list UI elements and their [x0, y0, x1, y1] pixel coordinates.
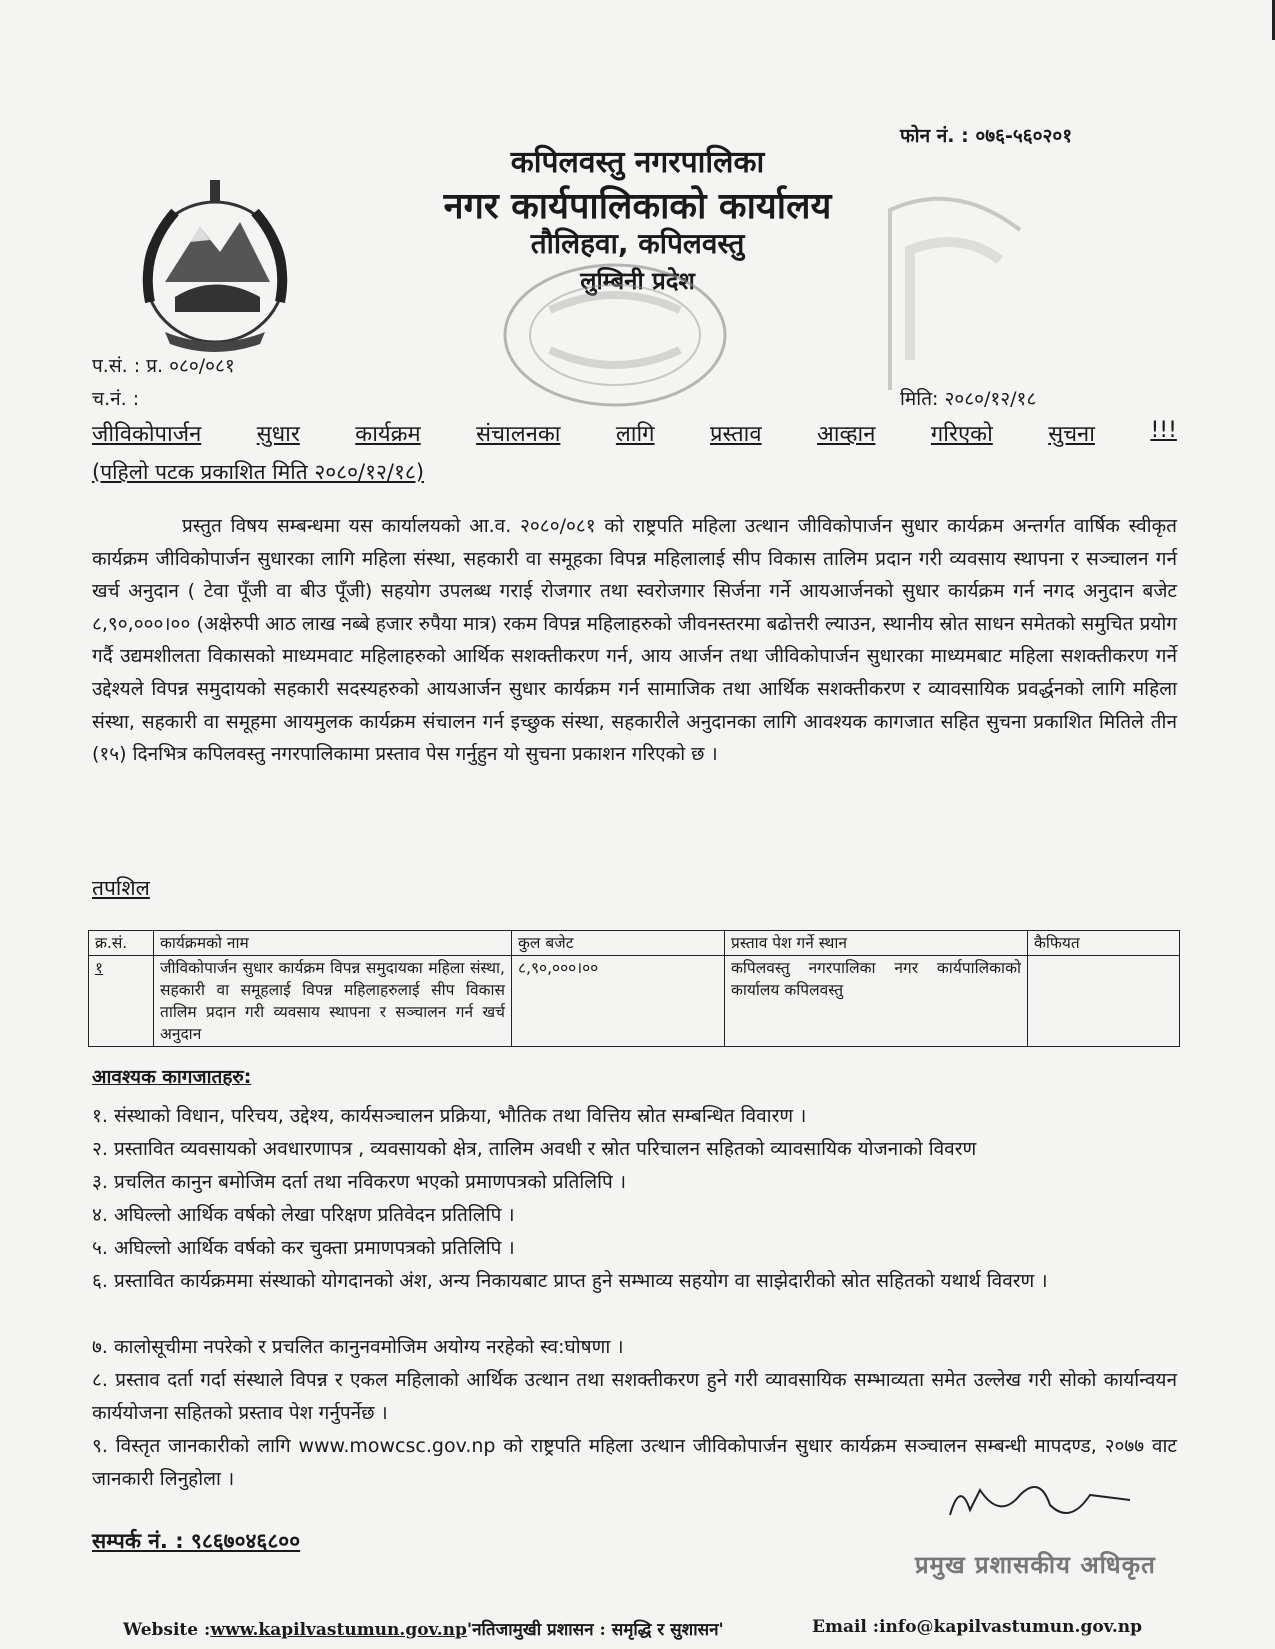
signature-icon — [940, 1470, 1140, 1530]
office-location: तौलिहवा, कपिलवस्तु — [530, 227, 745, 260]
program-table — [88, 930, 1180, 1047]
document-item: १. संस्थाको विधान, परिचय, उद्देश्य, कार्यसञ्चालन प्रक्रिया, भौतिक तथा वित्तिय स्रोत सम्बन्धित विवारण । — [92, 1105, 807, 1127]
watermark-stamp-icon — [880, 190, 1030, 400]
subject-word: आव्हान — [817, 422, 876, 447]
subject-word: !!! — [1150, 418, 1177, 443]
subject-word: जीविकोपार्जन — [92, 422, 202, 447]
document-item: ६. प्रस्तावित कार्यक्रममा संस्थाको योगदानको अंश, अन्य निकायबाट प्राप्त हुने सम्भाव्य सहयोग वा साझेदारीको स्रोत सहितको यथार्थ विवरण । — [92, 1270, 1048, 1292]
column-header: प्रस्ताव पेश गर्ने स्थान — [725, 931, 1028, 956]
subject-word: लागि — [615, 422, 655, 447]
office-name: नगर कार्यपालिकाको कार्यालय — [443, 186, 832, 227]
contact-number: सम्पर्क नं. : ९८६७०४६८०० — [92, 1529, 301, 1553]
column-header: कार्यक्रमको नाम — [154, 931, 512, 956]
required-documents-title: आवश्यक कागजातहरु: — [92, 1066, 252, 1088]
first-published-date: (पहिलो पटक प्रकाशित मिति २०८०/१२/१८) — [92, 460, 425, 484]
column-header: कुल बजेट — [512, 931, 725, 956]
document-item: ७. कालोसूचीमा नपरेको र प्रचलित कानुनवमोजिम अयोग्य नरहेको स्व:घोषणा । — [92, 1336, 624, 1358]
province-name: लुम्बिनी प्रदेश — [580, 267, 695, 295]
table-header-row — [89, 931, 1180, 956]
column-header: कैफियत — [1028, 931, 1180, 956]
table-cell-sn: १ — [89, 956, 154, 1047]
website-label: Website : — [123, 1620, 211, 1640]
table-row — [89, 956, 1180, 1047]
document-item: ९. विस्तृत जानकारीको लागि www.mowcsc.gov.np को राष्ट्रपति महिला उत्थान जीविकोपार्जन सुधार कार्यक्रम सञ्चालन सम्बन्धी मापदण्ड, २०७७ वाट जानकारी लिनुहोला । — [92, 1435, 1177, 1490]
website-link[interactable]: www.kapilvastumun.gov.np — [210, 1620, 467, 1640]
subject-word: गरिएको — [930, 422, 993, 447]
subject-word: कार्यक्रम — [355, 422, 421, 447]
details-heading: तपशिल — [92, 876, 150, 900]
document-item: २. प्रस्तावित व्यवसायको अवधारणापत्र , व्यवसायको क्षेत्र, तालिम अवधी र स्रोत परिचालन सहितको व्यावसायिक योजनाको विवरण — [92, 1138, 977, 1160]
subject-word: प्रस्ताव — [710, 422, 762, 447]
officer-designation: प्रमुख प्रशासकीय अधिकृत — [915, 1551, 1156, 1579]
document-item: ५. अघिल्लो आर्थिक वर्षको कर चुक्ता प्रमाणपत्रको प्रतिलिपि । — [92, 1237, 515, 1259]
dispatch-number: च.नं. : — [92, 388, 140, 410]
phone-number: फोन नं. : ०७६-५६०२०१ — [900, 125, 1073, 147]
table-cell-remarks — [1028, 956, 1180, 1047]
footer-website — [123, 1617, 724, 1640]
document-item: ४. अघिल्लो आर्थिक वर्षको लेखा परिक्षण प्रतिवेदन प्रतिलिपि । — [92, 1204, 515, 1226]
notice-body-paragraph: प्रस्तुत विषय सम्बन्धमा यस कार्यालयको आ.व. २०८०/०८१ को राष्ट्रपति महिला उत्थान जीविकोपार्जन सुधार कार्यक्रम अन्तर्गत वार्षिक स्वीकृत कार्यक्रम जीविकोपार्जन सुधारका लागि महिला संस्था, सहकारी वा समूहका विपन्न महिलालाई सीप विकास तालिम प्रदान गरी व्यवसाय स्थापना र सञ्चालन गर्न खर्च अनुदान ( टेवा पूँजी वा बीउ पूँजी) सहयोग उपलब्ध गराई रोजगार तथा स्वरोजगार सिर्जना गर्ने आयआर्जनको सुधार कार्यक्रम गर्न नगद अनुदान बजेट ८,९०,०००।०० (अक्षेरुपी आठ लाख नब्बे हजार रुपैया मात्र) रकम विपन्न महिलाहरुको जीवनस्तरमा बढोत्तरी ल्याउन, स्थानीय स्रोत साधन समेतको समुचित प्रयोग गर्दै उद्यमशीलता विकासको माध्यमवाट महिलाहरुको आर्थिक सशक्तीकरण गर्न, आय आर्जन तथा जीविकोपार्जन सुधारका माध्यमबाट महिला सशक्तीकरण गर्ने उद्देश्यले विपन्न समुदायको सहकारी सदस्यहरुको आयआर्जन सुधार कार्यक्रम गर्न सामाजिक तथा आर्थिक सशक्तीकरण र व्यावसायिक प्रवर्द्धनको लागि महिला संस्था, सहकारी वा समूहमा आयमुलक कार्यक्रम संचालन गर्न इच्छुक संस्था, सहकारीले अनुदानका लागि आवश्यक कागजात सहित सुचना प्रकाशित मितिले तीन (१५) दिनभित्र कपिलवस्तु नगरपालिकामा प्रस्ताव पेस गर्नुहुन यो सुचना प्रकाशन गरिएको छ । — [92, 515, 1177, 766]
notice-date: मिति: २०८०/१२/१८ — [900, 388, 1037, 410]
table-cell-name: जीविकोपार्जन सुधार कार्यक्रम विपन्न समुदायका महिला संस्था, सहकारी वा समूहलाई विपन्न महिलाहरुलाई सीप विकास तालिम प्रदान गरी व्यवसाय स्थापना र सञ्चालन गर्न खर्च अनुदान — [154, 956, 512, 1047]
table-cell-budget: ८,९०,०००।०० — [512, 956, 725, 1047]
document-item: ८. प्रस्ताव दर्ता गर्दा संस्थाले विपन्न र एकल महिलाको आर्थिक उत्थान तथा सशक्तीकरण हुने गरी व्यावसायिक सम्भाव्यता समेत उल्लेख गरी सोको कार्यान्वयन कार्ययोजना सहितको प्रस्ताव पेश गर्नुपर्नेछ । — [92, 1369, 1177, 1424]
notice-subject — [92, 418, 1177, 448]
office-stamp-icon — [490, 250, 740, 420]
column-header: क्र.सं. — [89, 931, 154, 956]
document-item: ३. प्रचलित कानुन बमोजिम दर्ता तथा नविकरण भएको प्रमाणपत्रको प्रतिलिपि । — [92, 1171, 627, 1193]
subject-word: सुचना — [1048, 422, 1095, 447]
subject-word: संचालनका — [476, 422, 561, 447]
table-cell-place: कपिलवस्तु नगरपालिका नगर कार्यपालिकाको कार्यालय कपिलवस्तु — [725, 956, 1028, 1047]
municipality-name: कपिलवस्तु नगरपालिका — [510, 145, 765, 180]
subject-word: सुधार — [256, 422, 300, 447]
office-motto: 'नतिजामुखी प्रशासन : समृद्धि र सुशासन' — [466, 1620, 724, 1640]
footer-email[interactable]: Email :info@kapilvastumun.gov.np — [812, 1617, 1142, 1637]
reference-number: प.सं. : प्र. ०८०/०८१ — [92, 355, 235, 377]
